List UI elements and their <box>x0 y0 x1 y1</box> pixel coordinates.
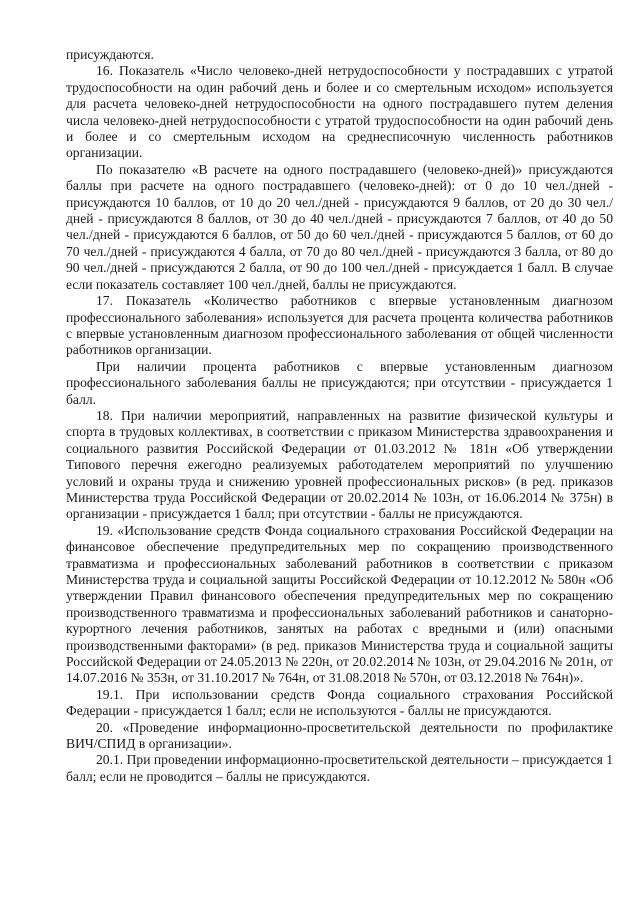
paragraph-item-19-1: 19.1. При использовании средств Фонда социального страхования Российской Федерации - присуждается 1 балл; если не используются - баллы не присуждаются. <box>66 686 613 719</box>
paragraph-item-16-scoring: По показателю «В расчете на одного пострадавшего (человеко-дней)» присуждаются баллы при расчете на одного пострадавшего (человеко-дней): от 0 до 10 чел./дней - присуждаются 10 баллов, от 10 до 20 чел./дней - присуждаются 9 баллов, от 20 до 30 чел./дней - присуждаются 8 баллов, от 30 до 40 чел./дней - присуждаются 7 баллов, от 40 до 50 чел./дней - присуждаются 6 баллов, от 50 до 60 чел./дней - присуждаются 5 баллов, от 60 до 70 чел./дней - присуждаются 4 балла, от 70 до 80 чел./дней - присуждаются 3 балла, от 80 до 90 чел./дней - присуждаются 2 балла, от 90 до 100 чел./дней - присуждается 1 балл. В случае если показатель составляет 100 чел./дней, баллы не присуждаются. <box>66 161 613 292</box>
paragraph-item-17-scoring: При наличии процента работников с впервые установленным диагнозом профессионального заболевания баллы не присуждаются; при отсутствии - присуждается 1 балл. <box>66 358 613 407</box>
paragraph-continuation: присуждаются. <box>66 47 154 62</box>
paragraph-item-18: 18. При наличии мероприятий, направленных на развитие физической культуры и спорта в трудовых коллективах, в соответствии с приказом Министерства здравоохранения и социального развития Российской Федерации от 01.03.2012 № 181н «Об утверждении Типового перечня ежегодно реализуемых работодателем мероприятий по улучшению условий и охраны труда и снижению уровней профессиональных рисков» (в ред. приказов Министерства труда Российской Федерации от 20.02.2014 № 103н, от 16.06.2014 № 375н) в организации - присуждается 1 балл; при отсутствии - баллы не присуждаются. <box>66 407 613 522</box>
paragraph-item-16: 16. Показатель «Число человеко-дней нетрудоспособности у пострадавших с утратой трудоспособности на один рабочий день и более и со смертельным исходом» используется для расчета человеко-дней нетрудоспособности на одного пострадавшего путем деления числа человеко-дней нетрудоспособности с утратой трудоспособности на один рабочий день и более и со смертельным исходом на среднесписочную численность работников организации. <box>66 63 613 161</box>
paragraph-item-20: 20. «Проведение информационно-просветительской деятельности по профилактике ВИЧ/СПИД в организации». <box>66 719 613 752</box>
paragraph-item-19: 19. «Использование средств Фонда социального страхования Российской Федерации на финансовое обеспечение предупредительных мер по сокращению производственного травматизма и профессиональных заболеваний работников в соответствии с приказом Министерства труда и социальной защиты Российской Федерации от 10.12.2012 № 580н «Об утверждении Правил финансового обеспечения предупредительных мер по сокращению производственного травматизма и профессиональных заболеваний работников и санаторно-курортного лечения работников, занятых на работах с вредными и (или) опасными производственными факторами» (в ред. приказов Министерства труда и социальной защиты Российской Федерации от 24.05.2013 № 220н, от 20.02.2014 № 103н, от 29.04.2016 № 201н, от 14.07.2016 № 353н, от 31.10.2017 № 764н, от 31.08.2018 № 570н, от 03.12.2018 № 764н)». <box>66 522 613 686</box>
paragraph-item-20-1: 20.1. При проведении информационно-просветительской деятельности – присуждается 1 балл; если не проводится – баллы не присуждаются. <box>66 752 614 784</box>
paragraph-item-17: 17. Показатель «Количество работников с впервые установленным диагнозом профессионального заболевания» используется для расчета процента количества работников с впервые установленным диагнозом профессионального заболевания от общей численности работников организации. <box>66 293 613 358</box>
